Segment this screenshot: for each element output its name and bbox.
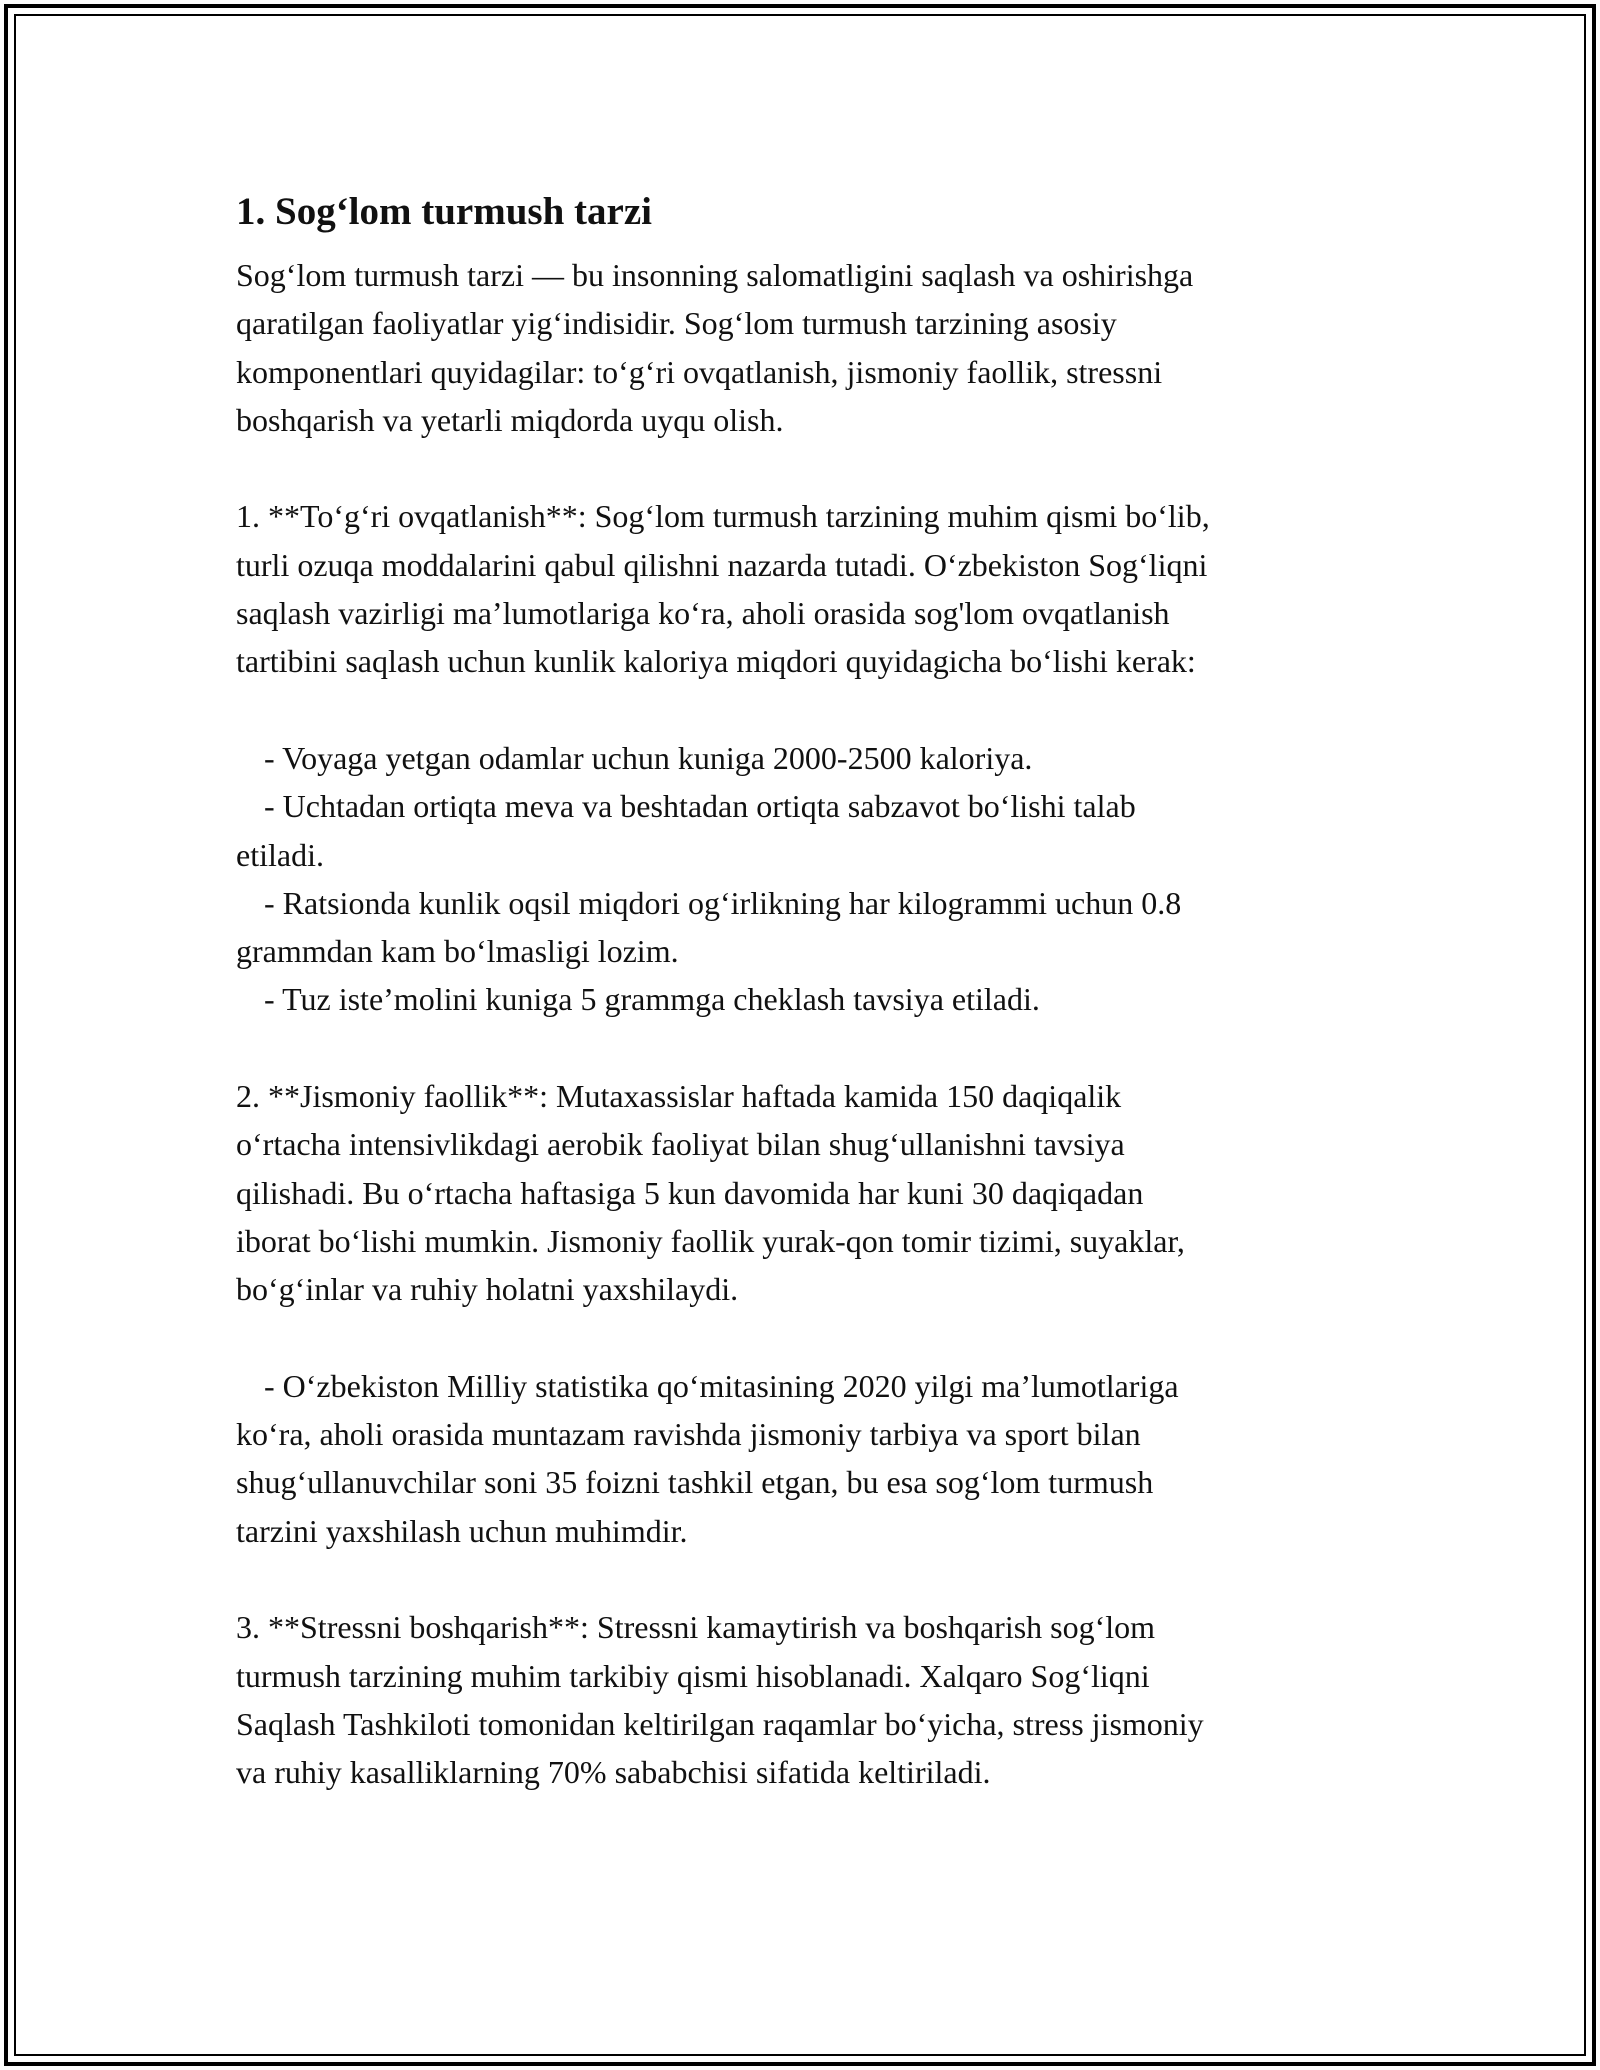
list-item-continuation: etiladi. [236, 836, 324, 873]
document-body [236, 185, 1376, 1797]
text-line: turmush tarzining muhim tarkibiy qismi hisoblanadi. Xalqaro Sog‘liqni [236, 1657, 1150, 1694]
text-line: 1. **To‘g‘ri ovqatlanish**: Sog‘lom turmush tarzining muhim qismi bo‘lib, [236, 498, 1210, 535]
document-title: 1. Sog‘lom turmush tarzi [236, 190, 652, 233]
text-line: va ruhiy kasalliklarning 70% sababchisi sifatida keltiriladi. [236, 1754, 991, 1791]
paragraph-nutrition [236, 492, 1376, 685]
text-line: o‘rtacha intensivlikdagi aerobik faoliyat bilan shug‘ullanishni tavsiya [236, 1126, 1125, 1163]
paragraph-intro [236, 251, 1376, 444]
text-line: 2. **Jismoniy faollik**: Mutaxassislar haftada kamida 150 daqiqalik [236, 1078, 1122, 1115]
list-item: - Tuz iste’molini kuniga 5 grammga cheklash tavsiya etiladi. [264, 981, 1040, 1018]
text-line: qaratilgan faoliyatlar yig‘indisidir. Sog‘lom turmush tarzining asosiy [236, 305, 1117, 342]
list-item-continuation: ko‘ra, aholi orasida muntazam ravishda jismoniy tarbiya va sport bilan [236, 1416, 1141, 1453]
text-line: Sog‘lom turmush tarzi — bu insonning salomatligini saqlash va oshirishga [236, 257, 1194, 293]
list-item-continuation: tarzini yaxshilash uchun muhimdir. [236, 1512, 688, 1549]
text-line: iborat bo‘lishi mumkin. Jismoniy faollik yurak-qon tomir tizimi, suyaklar, [236, 1222, 1185, 1259]
text-line: komponentlari quyidagilar: to‘g‘ri ovqatlanish, jismoniy faollik, stressni [236, 353, 1163, 390]
text-line: Saqlash Tashkiloti tomonidan keltirilgan raqamlar bo‘yicha, stress jismoniy [236, 1705, 1204, 1742]
list-item-continuation: shug‘ullanuvchilar soni 35 foizni tashkil etgan, bu esa sog‘lom turmush [236, 1464, 1154, 1501]
text-line: bo‘g‘inlar va ruhiy holatni yaxshilaydi. [236, 1271, 739, 1308]
paragraph-physical-activity [236, 1072, 1376, 1313]
text-line: tartibini saqlash uchun kunlik kaloriya miqdori quyidagicha bo‘lishi kerak: [236, 643, 1196, 680]
text-line: saqlash vazirligi ma’lumotlariga ko‘ra, aholi orasida sog'lom ovqatlanish [236, 595, 1170, 632]
text-line: turli ozuqa moddalarini qabul qilishni nazarda tutadi. O‘zbekiston Sog‘liqni [236, 546, 1208, 583]
text-line: boshqarish va yetarli miqdorda uyqu olish. [236, 401, 784, 438]
paragraph-nutrition-list [236, 734, 1376, 1024]
list-item: - Voyaga yetgan odamlar uchun kuniga 2000-2500 kaloriya. [264, 739, 1033, 776]
list-item-continuation: grammdan kam bo‘lmasligi lozim. [236, 933, 679, 970]
text-line: qilishadi. Bu o‘rtacha haftasiga 5 kun davomida har kuni 30 daqiqadan [236, 1174, 1144, 1211]
paragraph-statistics [236, 1362, 1376, 1555]
list-item: - Ratsionda kunlik oqsil miqdori og‘irlikning har kilogrammi uchun 0.8 [264, 884, 1182, 921]
list-item: - Uchtadan ortiqta meva va beshtadan ortiqta sabzavot bo‘lishi talab [264, 788, 1136, 825]
list-item: - O‘zbekiston Milliy statistika qo‘mitasining 2020 yilgi ma’lumotlariga [264, 1367, 1179, 1404]
text-line: 3. **Stressni boshqarish**: Stressni kamaytirish va boshqarish sog‘lom [236, 1609, 1156, 1646]
paragraph-stress [236, 1603, 1376, 1796]
